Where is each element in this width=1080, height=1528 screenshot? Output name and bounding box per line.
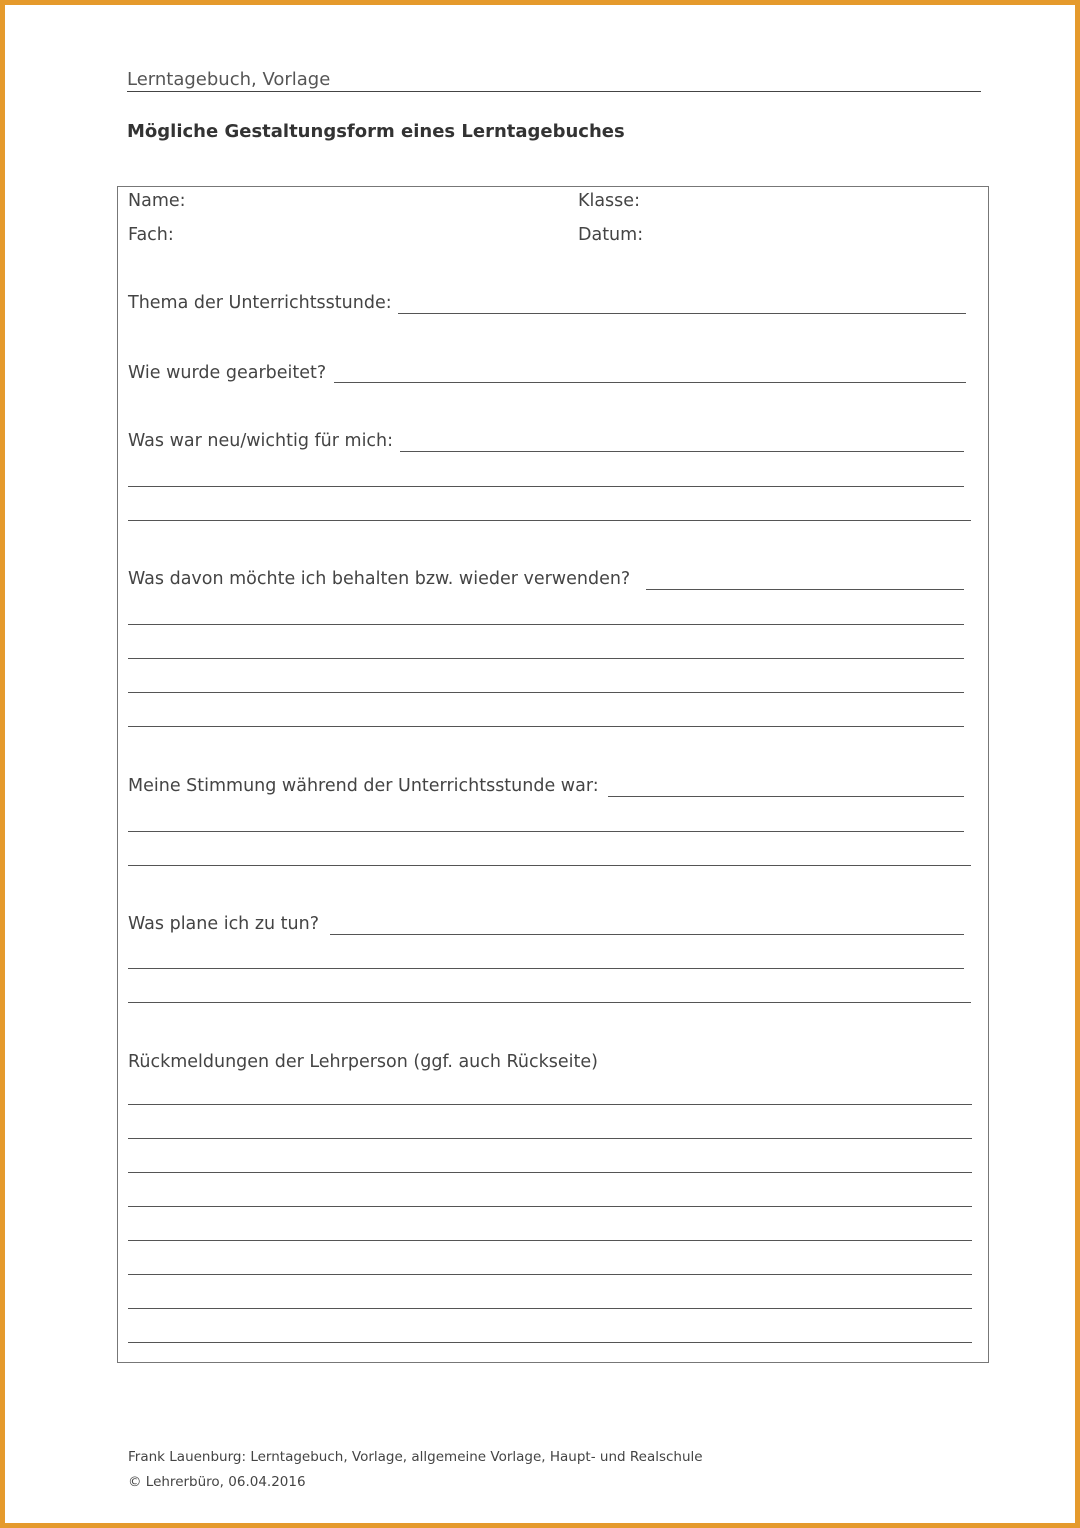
rueckmeldung-line-1[interactable]: [128, 1104, 972, 1105]
stimmung-label: Meine Stimmung während der Unterrichtsstunde war:: [128, 776, 605, 796]
document-subtitle: Mögliche Gestaltungsform eines Lerntagebuches: [127, 121, 625, 142]
header-title: Lerntagebuch, Vorlage: [127, 69, 331, 90]
behalten-line-2[interactable]: [128, 624, 964, 625]
behalten-line-1[interactable]: [646, 589, 964, 590]
rueckmeldung-line-5[interactable]: [128, 1240, 972, 1241]
rueckmeldung-label: Rückmeldungen der Lehrperson (ggf. auch Rückseite): [128, 1052, 604, 1072]
fach-label: Fach:: [128, 225, 180, 245]
plane-line-1[interactable]: [330, 934, 964, 935]
arbeit-line[interactable]: [334, 382, 966, 383]
rueckmeldung-line-2[interactable]: [128, 1138, 972, 1139]
behalten-line-4[interactable]: [128, 692, 964, 693]
plane-line-3[interactable]: [128, 1002, 971, 1003]
name-label: Name:: [128, 191, 192, 211]
rueckmeldung-line-4[interactable]: [128, 1206, 972, 1207]
stimmung-line-1[interactable]: [608, 796, 964, 797]
klasse-label: Klasse:: [578, 191, 646, 211]
arbeit-label: Wie wurde gearbeitet?: [128, 363, 332, 383]
form-box: [117, 186, 989, 1363]
thema-line[interactable]: [398, 313, 966, 314]
neu-line-2[interactable]: [128, 486, 964, 487]
footer-copyright: © Lehrerbüro, 06.04.2016: [128, 1474, 306, 1490]
rueckmeldung-line-8[interactable]: [128, 1342, 972, 1343]
plane-line-2[interactable]: [128, 968, 964, 969]
rueckmeldung-line-6[interactable]: [128, 1274, 972, 1275]
stimmung-line-3[interactable]: [128, 865, 971, 866]
thema-label: Thema der Unterrichtsstunde:: [128, 293, 398, 313]
behalten-line-5[interactable]: [128, 726, 964, 727]
neu-line-1[interactable]: [400, 451, 964, 452]
rueckmeldung-line-7[interactable]: [128, 1308, 972, 1309]
behalten-line-3[interactable]: [128, 658, 964, 659]
stimmung-line-2[interactable]: [128, 831, 964, 832]
header-rule: [127, 91, 981, 92]
neu-label: Was war neu/wichtig für mich:: [128, 431, 399, 451]
footer-author: Frank Lauenburg: Lerntagebuch, Vorlage, allgemeine Vorlage, Haupt- und Realschule: [128, 1449, 703, 1465]
datum-label: Datum:: [578, 225, 649, 245]
plane-label: Was plane ich zu tun?: [128, 914, 325, 934]
neu-line-3[interactable]: [128, 520, 971, 521]
behalten-label: Was davon möchte ich behalten bzw. wieder verwenden?: [128, 569, 636, 589]
rueckmeldung-line-3[interactable]: [128, 1172, 972, 1173]
